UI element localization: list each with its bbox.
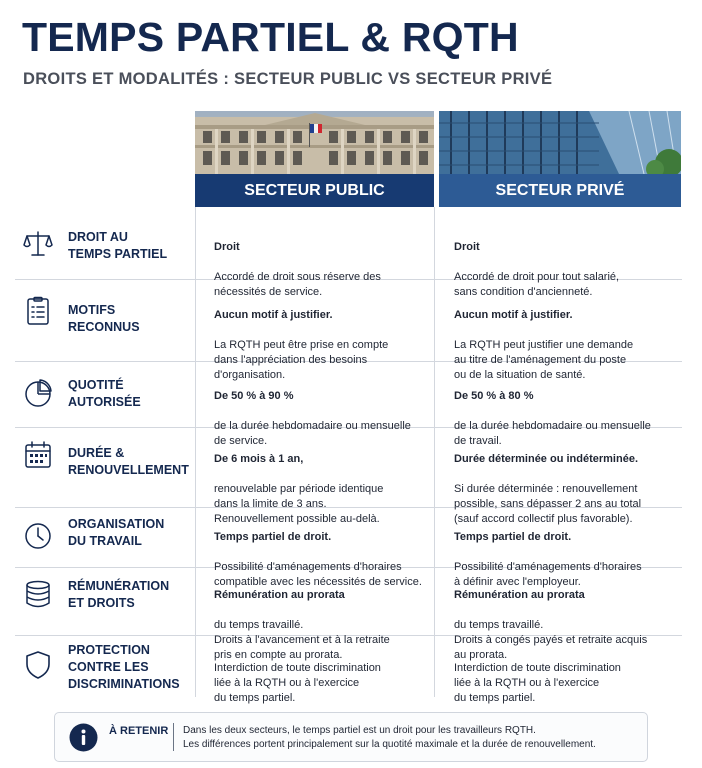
comparison-row [15,508,682,588]
cell-heading: Rémunération au prorata [454,589,585,601]
row-label: PROTECTION CONTRE LES DISCRIMINATIONS [68,643,180,691]
cell-heading: Droit [214,241,240,253]
cell-body: de la durée hebdomadaire ou mensuelle de travail. [454,420,651,447]
cell-heading: Droit [454,241,480,253]
cell-heading: De 6 mois à 1 an, [214,453,304,465]
clock-icon [23,521,53,551]
office-building-photo [439,111,681,174]
cell-body: Interdiction de toute discrimination liée à la RQTH ou à l'exercice du temps partiel. [214,662,381,704]
page-title: TEMPS PARTIEL & RQTH [22,14,519,60]
takeaway-label: À RETENIR [109,725,169,737]
checklist-icon [23,296,53,326]
cell-heading: Rémunération au prorata [214,589,345,601]
private-sector-title: SECTEUR PRIVÉ [439,174,681,207]
public-sector-header [195,111,434,207]
comparison-row [15,280,682,381]
row-label: MOTIFS RECONNUS [68,303,140,334]
cell-body: Possibilité d'aménagements d'horaires compatible avec les nécessités de service. [214,561,422,588]
cell-body: Accordé de droit pour tout salarié, sans condition d'ancienneté. [454,271,620,298]
key-takeaway-box [54,712,648,762]
cell-heading: Temps partiel de droit. [454,531,572,543]
row-label: RÉMUNÉRATION ET DROITS [68,579,170,610]
calendar-icon [23,440,53,470]
takeaway-divider [173,723,174,751]
row-label: DROIT AU TEMPS PARTIEL [68,230,168,261]
comparison-row [15,568,682,661]
info-icon [69,723,98,752]
row-label: QUOTITÉ AUTORISÉE [68,378,141,409]
cell-body: du temps travaillé. Droits à congés payés et retraite acquis au prorata. [454,619,648,661]
page-subtitle: DROITS ET MODALITÉS : SECTEUR PUBLIC VS SECTEUR PRIVÉ [23,70,553,88]
row-label: DURÉE & RENOUVELLEMENT [68,446,189,477]
public-cell [214,646,439,721]
comparison-row [15,428,682,525]
public-building-photo [195,111,434,174]
cell-body: La RQTH peut être prise en compte dans l'appréciation des besoins d'organisation. [214,339,389,381]
cell-heading: De 50 % à 80 % [454,390,534,402]
cell-heading: De 50 % à 90 % [214,390,294,402]
scales-icon [23,229,53,259]
coin-stack-icon [23,579,53,609]
public-sector-title: SECTEUR PUBLIC [195,174,434,207]
cell-heading: Durée déterminée ou indéterminée. [454,453,638,465]
cell-heading: Temps partiel de droit. [214,531,332,543]
private-sector-header [439,111,681,207]
comparison-row [15,214,682,298]
cell-body: du temps travaillé. Droits à l'avancement et à la retraite pris en compte au prorata. [214,619,390,661]
cell-body: renouvelable par période identique dans la limite de 3 ans. Renouvellement possible au-delà. [214,483,384,525]
pie-chart-icon [23,378,53,408]
cell-heading: Aucun motif à justifier. [454,309,573,321]
comparison-row [15,636,682,704]
cell-body: Accordé de droit sous réserve des nécessités de service. [214,271,381,298]
row-label: ORGANISATION DU TRAVAIL [68,517,165,548]
cell-heading: Aucun motif à justifier. [214,309,333,321]
cell-body: Possibilité d'aménagements d'horaires à définir avec l'employeur. [454,561,642,588]
takeaway-text: Dans les deux secteurs, le temps partiel est un droit pour les travailleurs RQTH. Les différences portent principalement sur la quotité maximale et la durée de renouvellement. [183,725,596,750]
comparison-row [15,362,682,447]
cell-body: Si durée déterminée : renouvellement possible, sans dépasser 2 ans au total (sauf accord collectif plus favorable). [454,483,642,525]
cell-body: La RQTH peut justifier une demande au titre de l'aménagement du poste ou de la situation de santé. [454,339,634,381]
private-cell [454,646,694,721]
cell-body: de la durée hebdomadaire ou mensuelle de service. [214,420,411,447]
cell-body: Interdiction de toute discrimination liée à la RQTH ou à l'exercice du temps partiel. [454,662,621,704]
shield-icon [23,650,53,680]
